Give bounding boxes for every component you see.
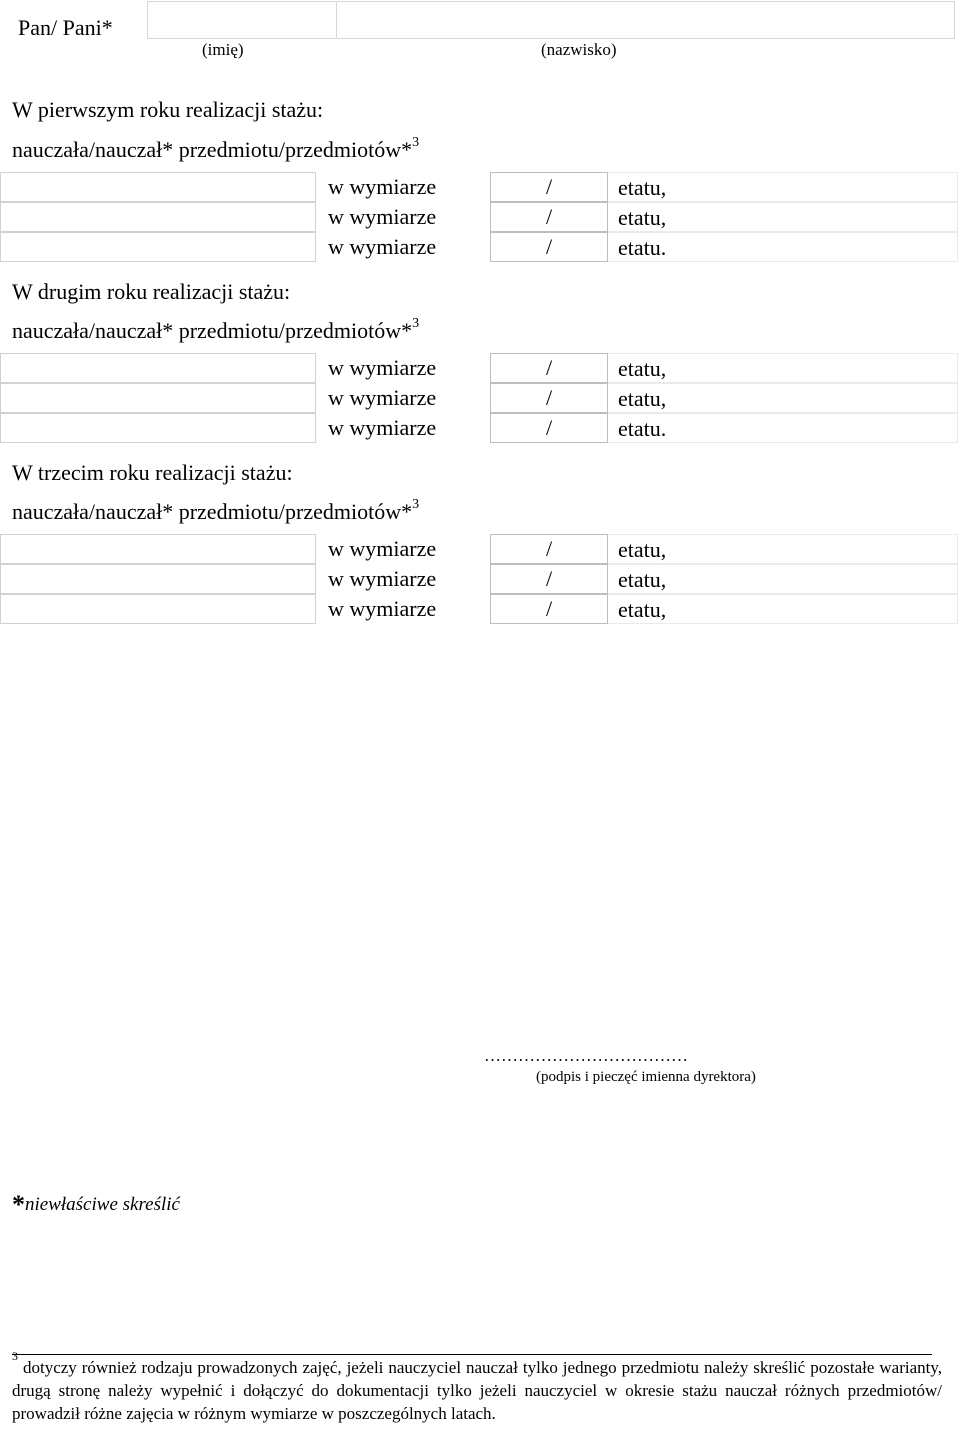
etat-label: etatu. [618, 235, 667, 260]
suffix-cell [608, 232, 958, 262]
year-1-row [0, 172, 958, 202]
signature-caption: (podpis i pieczęć imienna dyrektora) [536, 1069, 756, 1085]
wymiar-label: w wymiarze [328, 204, 437, 229]
year-1-row [0, 202, 958, 232]
subject-field[interactable] [0, 534, 316, 564]
subject-field[interactable] [0, 232, 316, 262]
wymiar-label: w wymiarze [328, 385, 437, 410]
footnote [12, 1349, 942, 1425]
suffix-cell [608, 594, 958, 624]
subject-field[interactable] [0, 383, 316, 413]
subject-field[interactable] [0, 172, 316, 202]
year-2-row [0, 383, 958, 413]
signature-dots: ……………………………… [484, 1046, 688, 1065]
first-name-caption: (imię) [202, 40, 244, 59]
fraction-field[interactable]: / [490, 534, 608, 564]
last-name-caption: (nazwisko) [541, 40, 617, 59]
etat-label: etatu, [618, 597, 667, 622]
fraction-field[interactable]: / [490, 383, 608, 413]
suffix-cell [608, 383, 958, 413]
year-2-taught-label: nauczała/nauczał* przedmiotu/przedmiotów*$^3$ [12, 315, 420, 343]
etat-label: etatu, [618, 386, 667, 411]
subject-field[interactable] [0, 202, 316, 232]
suffix-cell [608, 413, 958, 443]
year-2-row [0, 413, 958, 443]
suffix-cell [608, 564, 958, 594]
fraction-field[interactable]: / [490, 202, 608, 232]
etat-label: etatu, [618, 356, 667, 381]
fraction-field[interactable]: / [490, 353, 608, 383]
fraction-field[interactable]: / [490, 413, 608, 443]
wymiar-label: w wymiarze [328, 566, 437, 591]
wymiar-label: w wymiarze [328, 234, 437, 259]
year-3-row [0, 564, 958, 594]
year-1-heading: W pierwszym roku realizacji stażu: [12, 97, 324, 122]
salutation-label: Pan/ Pani* [18, 15, 113, 40]
fraction-field[interactable]: / [490, 172, 608, 202]
etat-label: etatu, [618, 205, 667, 230]
suffix-cell [608, 534, 958, 564]
fraction-field[interactable]: / [490, 564, 608, 594]
wymiar-label: w wymiarze [328, 355, 437, 380]
fraction-field[interactable]: / [490, 232, 608, 262]
footnote-divider [12, 1354, 932, 1355]
suffix-cell [608, 172, 958, 202]
suffix-cell [608, 353, 958, 383]
note-text: niewłaściwe skreślić [25, 1194, 180, 1215]
subject-field[interactable] [0, 594, 316, 624]
note-star: * [12, 1190, 25, 1219]
etat-label: etatu. [618, 416, 667, 441]
wymiar-label: w wymiarze [328, 174, 437, 199]
year-3-taught-label: nauczała/nauczał* przedmiotu/przedmiotów*$^3$ [12, 496, 420, 524]
suffix-cell [608, 202, 958, 232]
strike-note [12, 1190, 180, 1219]
footnote-number: 3 [12, 1349, 18, 1364]
etat-label: etatu, [618, 567, 667, 592]
year-1-row [0, 232, 958, 262]
year-3-heading: W trzecim roku realizacji stażu: [12, 460, 293, 485]
last-name-field[interactable] [336, 1, 955, 39]
wymiar-label: w wymiarze [328, 596, 437, 621]
year-2-row [0, 353, 958, 383]
year-3-row [0, 534, 958, 564]
year-1-taught-label: nauczała/nauczał* przedmiotu/przedmiotów*$^3$ [12, 134, 420, 162]
subject-field[interactable] [0, 353, 316, 383]
etat-label: etatu, [618, 537, 667, 562]
wymiar-label: w wymiarze [328, 415, 437, 440]
year-2-heading: W drugim roku realizacji stażu: [12, 279, 291, 304]
wymiar-label: w wymiarze [328, 536, 437, 561]
year-3-row [0, 594, 958, 624]
footnote-text: dotyczy również rodzaju prowadzonych zajęć, jeżeli nauczyciel nauczał tylko jednego przedmiotu należy skreślić pozostałe warianty, drugą stronę należy wypełnić i dołączyć do dokumentacji tylko jeżeli nauczyciel w okresie stażu nauczał różnych przedmiotów/ prowadził różne zajęcia w różnym wymiarze w poszczególnych latach. [12, 1358, 942, 1423]
subject-field[interactable] [0, 413, 316, 443]
etat-label: etatu, [618, 175, 667, 200]
subject-field[interactable] [0, 564, 316, 594]
first-name-field[interactable] [147, 1, 337, 39]
fraction-field[interactable]: / [490, 594, 608, 624]
